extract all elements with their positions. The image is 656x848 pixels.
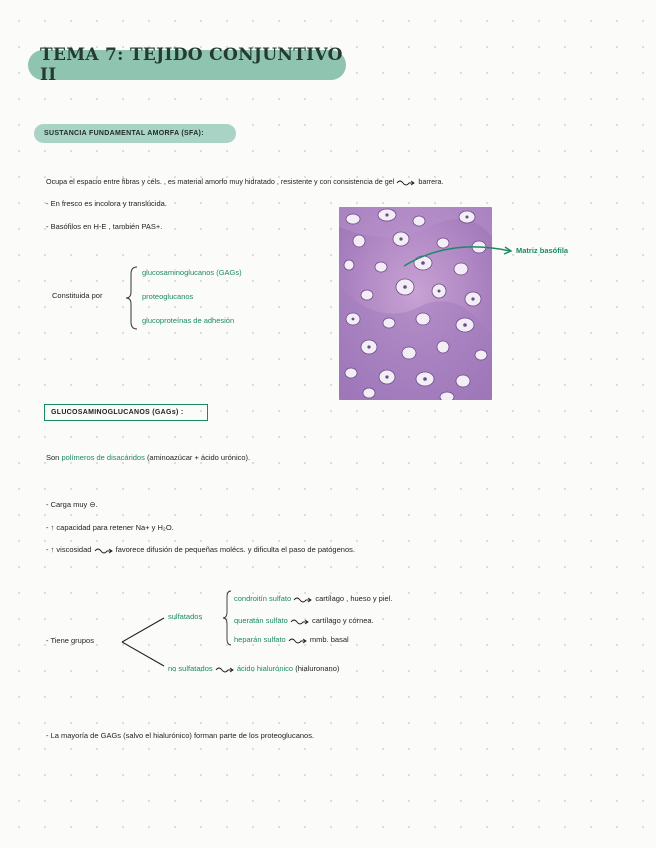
squiggle-arrow-icon [293, 595, 313, 603]
sfa-description-text: Ocupa el espacio entre fibras y céls. , es material amorfo muy hidratado , resistente y con consistencia de gel [46, 177, 395, 186]
component-glucoproteinas: glucoproteínas de adhesión [142, 316, 235, 325]
tiene-grupos-label: - Tiene grupos [46, 636, 94, 645]
component-gags: glucosaminoglucanos (GAGs) [142, 268, 242, 277]
gags-bullet-capacidad: - ↑ capacidad para retener Na+ y H₂O. [46, 523, 174, 532]
condroitin-where: cartílago , hueso y piel. [315, 594, 393, 603]
component-proteoglucanos: proteoglucanos [142, 292, 194, 301]
sulfated-heparan [234, 635, 349, 645]
section-heading-gags-text: GLUCOSAMINOGLUCANOS (GAGs) : [51, 409, 184, 416]
sfa-description [46, 177, 444, 187]
condroitin-name: condroitín sulfato [234, 594, 292, 603]
squiggle-arrow-icon [288, 636, 308, 644]
viscosidad-post: favorece difusión de pequeñas molécs. y dificulta el paso de patógenos. [115, 545, 355, 554]
sfa-bullet-fresco: - En fresco es incolora y translúcida. [46, 199, 167, 208]
title-banner [28, 45, 346, 85]
heparan-name: heparán sulfato [234, 635, 286, 644]
gags-bullet-viscosidad [46, 545, 355, 555]
viscosidad-pre: - ↑ viscosidad [46, 545, 92, 554]
squiggle-arrow-icon [215, 665, 235, 673]
sulfated-queratan [234, 616, 374, 626]
gags-definition-pre: Son [46, 453, 60, 462]
constituida-label: Constituida por [52, 291, 103, 300]
section-heading-sfa-text: SUSTANCIA FUNDAMENTAL AMORFA (SFA): [44, 130, 204, 137]
branch-lines-icon [120, 612, 168, 670]
sfa-description-tail: barrera. [418, 177, 444, 186]
brace-icon [222, 590, 232, 646]
section-heading-sfa [34, 124, 236, 143]
sulfated-condroitin [234, 594, 392, 604]
sfa-bullet-basofilos: - Basófilos en H-E , también PAS+. [46, 222, 163, 231]
squiggle-arrow-icon [94, 546, 114, 554]
gags-definition [46, 453, 250, 463]
page-title: TEMA 7: TEJIDO CONJUNTIVO II [40, 45, 343, 85]
brace-icon [125, 266, 139, 330]
gags-definition-green: polímeros de disacáridos [61, 453, 145, 462]
gags-definition-post: (aminoazúcar + ácido urónico). [146, 453, 251, 462]
queratan-name: queratán sulfato [234, 616, 288, 625]
no-sulfatados-label: no sulfatados [168, 664, 213, 673]
hialuronico-label: ácido hialurónico [236, 664, 294, 673]
sulfatados-label: sulfatados [168, 612, 203, 621]
matriz-basofila-label: Matriz basófila [516, 246, 569, 255]
gags-final-note: - La mayoría de GAGs (salvo el hialurónico) forman parte de los proteoglucanos. [46, 731, 315, 740]
squiggle-arrow-icon [396, 178, 416, 186]
cartilage-micrograph [339, 207, 492, 400]
gags-bullet-carga: - Carga muy ⊖. [46, 500, 98, 509]
queratan-where: cartílago y córnea. [311, 616, 374, 625]
heparan-where: mmb. basal [309, 635, 349, 644]
pointer-arrow-icon [400, 240, 515, 270]
section-heading-gags [44, 404, 208, 421]
no-sulfatados-line [168, 664, 339, 674]
hialuronano-label: (hialuronano) [295, 664, 340, 673]
squiggle-arrow-icon [290, 617, 310, 625]
